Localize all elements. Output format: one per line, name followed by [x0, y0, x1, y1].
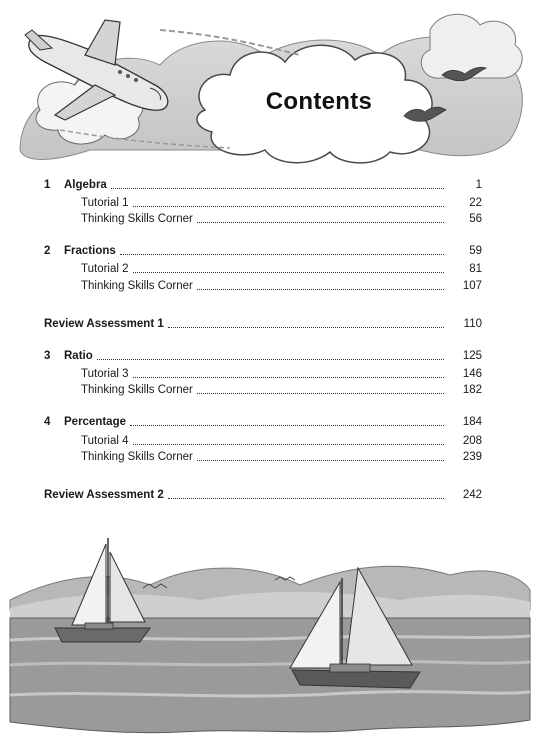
toc-entry-label: Thinking Skills Corner — [81, 451, 193, 463]
toc-page-number: 125 — [462, 350, 482, 362]
toc-dot-leader — [133, 443, 444, 445]
toc-dot-leader — [168, 326, 444, 328]
toc-page-number: 146 — [462, 368, 482, 380]
toc-dot-leader — [133, 271, 444, 273]
toc-page-number: 107 — [462, 280, 482, 292]
toc-page-number: 110 — [463, 318, 482, 330]
toc-entry-label: Ratio — [64, 350, 93, 362]
footer-illustration — [0, 530, 539, 737]
page-title: Contents — [265, 88, 373, 115]
toc-chapter-number: 4 — [44, 416, 51, 428]
toc-entry-label: Tutorial 4 — [81, 435, 129, 447]
toc-dot-leader — [168, 497, 444, 499]
toc-entry-label: Review Assessment 1 — [44, 318, 164, 330]
toc-page-number: 56 — [469, 213, 482, 225]
toc-section-row[interactable] — [44, 210, 482, 226]
toc-chapter-row[interactable] — [44, 347, 482, 363]
toc-section-row[interactable] — [44, 432, 482, 448]
toc-section-row[interactable] — [44, 448, 482, 464]
toc-entry-label: Thinking Skills Corner — [81, 384, 193, 396]
toc-chapter-number: 2 — [44, 245, 51, 257]
toc-dot-leader — [197, 459, 444, 461]
toc-dot-leader — [97, 358, 444, 360]
toc-page-number: 239 — [462, 451, 482, 463]
toc-chapter-row[interactable] — [44, 486, 482, 502]
toc-entry-label: Tutorial 1 — [81, 197, 129, 209]
header-illustration — [0, 0, 539, 165]
toc-page-number: 1 — [475, 179, 482, 191]
toc-entry-label: Thinking Skills Corner — [81, 280, 193, 292]
toc-page-number: 59 — [469, 245, 482, 257]
toc-page-number: 208 — [462, 435, 482, 447]
toc-dot-leader — [120, 253, 444, 255]
toc-chapter-row[interactable] — [44, 413, 482, 429]
toc-entry-label: Algebra — [64, 179, 107, 191]
toc-section-row[interactable] — [44, 381, 482, 397]
toc-dot-leader — [111, 187, 444, 189]
toc-page-number: 184 — [462, 416, 482, 428]
toc-dot-leader — [133, 205, 444, 207]
toc-chapter-number: 1 — [44, 179, 51, 191]
toc-entry-label: Thinking Skills Corner — [81, 213, 193, 225]
toc-entry-label: Tutorial 3 — [81, 368, 129, 380]
toc-entry-label: Review Assessment 2 — [44, 489, 164, 501]
toc-page-number: 242 — [462, 489, 482, 501]
toc-dot-leader — [197, 288, 444, 290]
toc-chapter-row[interactable] — [44, 242, 482, 258]
toc-dot-leader — [197, 392, 444, 394]
toc-section-row[interactable] — [44, 365, 482, 381]
toc-page-number: 81 — [469, 263, 482, 275]
toc-page-number: 182 — [462, 384, 482, 396]
toc-chapter-row[interactable] — [44, 176, 482, 192]
toc-entry-label: Tutorial 2 — [81, 263, 129, 275]
toc-section-row[interactable] — [44, 194, 482, 210]
toc-entry-label: Fractions — [64, 245, 116, 257]
toc-dot-leader — [197, 221, 444, 223]
toc-section-row[interactable] — [44, 277, 482, 293]
toc-section-row[interactable] — [44, 260, 482, 276]
toc-dot-leader — [133, 376, 444, 378]
toc-chapter-number: 3 — [44, 350, 51, 362]
toc-dot-leader — [130, 424, 444, 426]
toc-entry-label: Percentage — [64, 416, 127, 428]
toc-chapter-row[interactable] — [44, 315, 482, 331]
toc-page-number: 22 — [469, 197, 482, 209]
